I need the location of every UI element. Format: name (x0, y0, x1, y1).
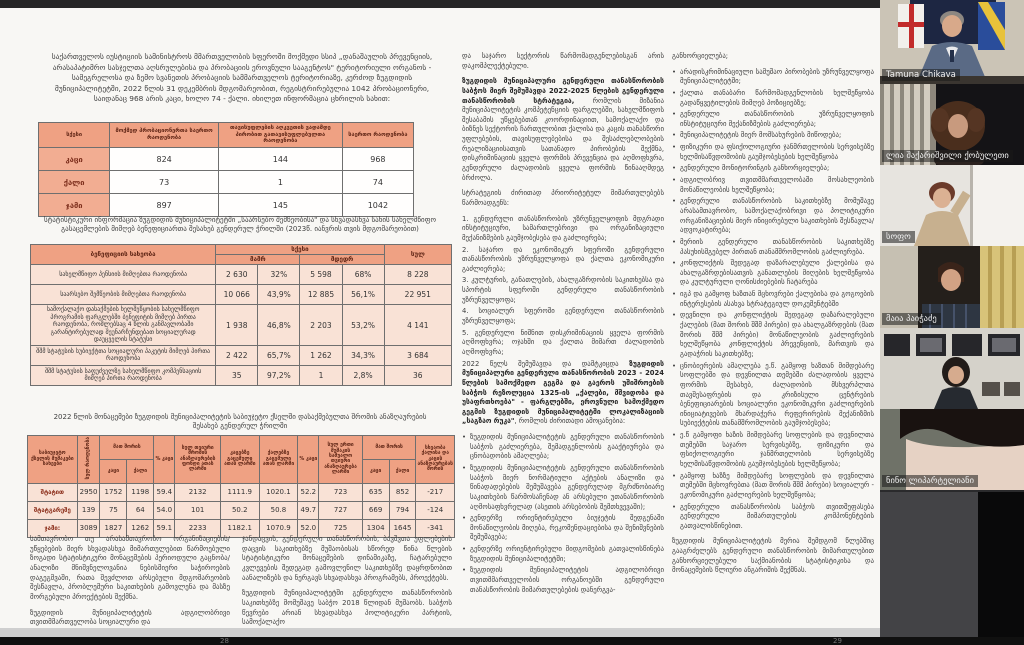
list-item: • არადისკრიმინაციული სამუშაო პირობების უზრუნველყოფა მუნიციპალიტეტში; (672, 68, 874, 87)
right-page-column-1 (462, 52, 664, 632)
paragraph: განხორციელება; (672, 52, 729, 60)
table-cell: შტატგარეშე (28, 501, 78, 519)
table-row (31, 365, 452, 385)
window-bottom-strip (0, 628, 880, 637)
table-cell: 2,8% (342, 365, 384, 385)
list-item: • მუნიციპალიტეტის მიერ მომსახურების მიწოდება; (672, 131, 874, 141)
table-cell: 1 (300, 365, 342, 385)
table-header-cell (77, 436, 100, 484)
table-cell: 1182.1 (220, 519, 259, 537)
table-cell: 36 (384, 365, 451, 385)
list-item: 4. სოციალურ სფეროში გენდერული თანასწორობის უზრუნველყოფა; (462, 307, 664, 326)
list-item: • გენდერული თანასწორობის უზრუნველყოფის ინსტიტუციური მექანიზმების გაძლიერება; (672, 110, 874, 129)
paragraph (462, 77, 664, 183)
table-cell: 35 (216, 365, 258, 385)
vertical-header-text: სულ რაოდენობა (84, 437, 91, 480)
table-cell: 1111.9 (220, 483, 259, 501)
table-cell: შტატით (28, 483, 78, 501)
table-cell: 65,7% (258, 345, 300, 365)
table-cell: 49.7 (298, 501, 319, 519)
table-header-cell: მათ შორის (100, 436, 154, 460)
table-cell: 1752 (100, 483, 127, 501)
table-cell: 1304 (362, 519, 389, 537)
probationers-table (38, 122, 414, 217)
table-cell: 52.2 (298, 483, 319, 501)
table-cell: 1042 (342, 194, 413, 217)
table-header-cell: მათ შორის (362, 436, 416, 460)
participant-name-label: ლია შაქარიშვილი ქობულეთი (882, 150, 1013, 162)
table-cell: 52.0 (298, 519, 319, 537)
table-cell: 968 (342, 148, 413, 171)
salary-table (27, 435, 455, 538)
table-cell: 12 885 (300, 285, 342, 305)
text: 2022 წელს შემუშავდა და დამტკიცდა (462, 359, 630, 368)
table-cell: 50.2 (220, 501, 259, 519)
table-header-row (31, 245, 452, 255)
table-cell: შშმ სტატუსის საფუძველზე სახელმწიფო კომპენსაციის მიმღებ პირთა რაოდენობა (31, 365, 216, 385)
list-item: • ე.წ გამყოფი ხაზის მიმდებარე სოფლების და დევნილთა თემებში საჯარო სერვისებზე, ფიზიკური და ფსიქოლოგიური ჯანმრთელობის სერვისებზე ხელმისაწვდომობის გაუმჯობესების ხელშეწყობა; (672, 431, 874, 470)
table-cell: 59.4 (154, 483, 175, 501)
list-item: • გამყოფ ხაზზე მიმდებარე სოფლების და დევნილთა თემებში მცხოვრებთა (მათ შორის შშმ პირები) სოციალურ - ეკონომიკური გაძლიერების ხელშეწყობა; (672, 472, 874, 501)
table-cell: სამოქალაქო დასაქმების ხელშეწყობის სახელმწიფო პროგრამის ფარგლებში ბენეფიტის მიმღებ პირთა რაოდენობა, რომლებსაც 4 წლის განმავლობაში გარანტირებულად შეუნარჩუნდებათ სოციალურად დაუცველის სტატუსი (31, 305, 216, 346)
paragraph: ზუგდიდის მუნიციპალიტეტის მერია შემდგომ წლებშიც გააგრძელებს გენდერული თანასწორობის მიმართულებით განხორციელებული საქმიანობის სტატისტიკისა და მონაცემების წლიური ანგარიშის შექმნას. (672, 537, 874, 575)
table-header-cell: ქალი (127, 459, 154, 483)
table-cell: 144 (219, 148, 343, 171)
table-cell: 5 598 (300, 265, 342, 285)
numbered-list (462, 215, 664, 358)
table-cell: საარსებო შემწეობის მიმღებთა რაოდენობა (31, 285, 216, 305)
list-item: • ადგილობრივ თვითმმართველობაში მოსახლეობის მონაწილეობის ხელშეწყობა; (672, 176, 874, 195)
list-item: • გენდერზე ორიენტირებული მიდგომების გათვალისწინება ზუგდიდის მუნიციპალიტეტში; (462, 545, 664, 564)
table-cell: 3089 (77, 519, 100, 537)
participant-video-7[interactable] (880, 490, 1024, 637)
table-cell: 139 (77, 501, 100, 519)
paragraph (462, 360, 664, 427)
table-cell: 8 228 (384, 265, 451, 285)
participant-name-label: ნინო ლიპარტელიანი (882, 475, 978, 487)
table-row (31, 305, 452, 346)
table-header-cell: სულ (384, 245, 451, 265)
table-header-cell: სულ თვიური შრომის ანაზღაურების ფონდი ათას ლარში (175, 436, 221, 484)
table-cell: 22 951 (384, 285, 451, 305)
list-item: • კონფლიქტის შედეგად დაზარალებული ქალებისა და ახალგაზრდებისათვის განათლების მიღების ხელშეწყობა და კულტურული ღონისძიებების ჩატარება (672, 259, 874, 288)
table-row (39, 171, 414, 194)
participant-scene-gallery (880, 328, 1024, 409)
table-cell: ჯამი: (28, 519, 78, 537)
table-cell: 32% (258, 265, 300, 285)
table-row (31, 345, 452, 365)
benefits-table (30, 244, 452, 386)
participant-video-1[interactable] (880, 0, 1024, 84)
paragraph: სამთავრობო თუ არასამთავრობო ორგანიზაციების/უწყებების მიერ სხვადასხვა მიმართულებით წარმოებული ზოგადი სტატისტიკური მონაცემების პერიოდული გაცნობა/ანალიზი მნიშვნელოვანია ნებისმიერი საჭიროების დაგეგმვაში, რათა შევძლოთ არსებული მდგომარეობის შესწავლა, პრობლემური საკითხების გამოვლენა და მასზე მორგებული პროექტების შექმნა. (30, 535, 230, 601)
list-item: • გენდერზე ორიენტირებული ბიუჯეტის შედგენაში მონაწილეობის მიღება, რეკომენდაციებისა და შენიშვნების შემუშავება; (462, 514, 664, 543)
table-cell: 669 (362, 501, 389, 519)
list-item: 3. კულტურის, განათლების, ახალგაზრდობის საკითხებსა და სპორტის სფეროში გენდერული თანასწორობის უზრუნველყოფა; (462, 276, 664, 304)
paragraph: და საჯარო სექტორის წარმომადგენლებისგან არის დაკომპლექტებული. (462, 52, 664, 70)
table-cell: 73 (110, 171, 219, 194)
table-cell: 4 141 (384, 305, 451, 346)
table-header-cell: კაცი (362, 459, 389, 483)
table-cell: 1020.1 (259, 483, 298, 501)
table-cell: 145 (219, 194, 343, 217)
table-cell: 53,2% (342, 305, 384, 346)
table-cell: 897 (110, 194, 219, 217)
table-header-cell: ქალი (389, 459, 416, 483)
table-cell: 2 203 (300, 305, 342, 346)
participant-video-3[interactable] (880, 165, 1024, 246)
table-header-row (39, 123, 414, 148)
table-cell: 34,3% (342, 345, 384, 365)
table-cell: 10 066 (216, 285, 258, 305)
table-cell: 2 422 (216, 345, 258, 365)
list-item: • ზუგდიდის მუნიციპალიტეტის ადგილობრივი თვითმმართველობის ორგანოებში გენდერული თანასწორობის მიმართულებების დანერგვა- (462, 566, 664, 595)
left-page-bottom-column-1 (30, 535, 230, 635)
benefits-table-title: სტატისტიკური ინფორმაცია ზუგდიდის მუნიციპალიტეტში „საარსებო შემწეობისა" და სხვადასხვა სახის სახელმწიფო გასაცემლების მიმღებ ბენეფიციართა შესახებ გენდერულ ჭრილში (2023წ. იანვრის თვის მდგომარეობით) (44, 216, 436, 234)
table-cell: 824 (110, 148, 219, 171)
table-header-cell: კაცებზე გაცემული ათას ლარში (220, 436, 259, 484)
table-cell: ჯამი (39, 194, 110, 217)
table-cell: 794 (389, 501, 416, 519)
table-cell: ქალი (39, 171, 110, 194)
participant-name-label: Tamuna Chikava (882, 69, 960, 81)
paragraph: ჯანდაცვის, გენდერული თანასწორობის, ბავშვთა უფლებების დაცვის საკითხებზე მუშაობისას სწორედ წინა წლების სტატისტიკური მონაცემების დინამიკაზე, ჩატარებული კვლევების შედეგად გამოვლენილ საკითხებზე დაყრდნობით აანალიზებს და ნერგავს სხვადასხვა პროგრამებს, პროექტებს. (242, 535, 452, 582)
table-cell: 64 (127, 501, 154, 519)
list-item: • დევნილი და კონფლიქტის შედეგად დაზარალებული ქალების (მათ შორის შშმ პირები) და ახალგაზრდების (მათ შორის შშმ პირები) მონაწილეობის გაძლიერების ხელშეწყობა კონფლიქტის პრევენციის, მართვის და გადაჭრის საკითხებზე; (672, 311, 874, 359)
page-number-right: 29 (833, 637, 842, 645)
table-header-cell: სქესი (216, 245, 384, 255)
table-cell: 101 (175, 501, 221, 519)
table-row (31, 265, 452, 285)
table-header-row (28, 436, 455, 460)
list-item: • ფიზიკური და ფსიქოლოგიური ჯანმრთელობის სერვისებზე ხელმისაწვდომობის გაუმჯობესების ხელშეწყობა (672, 143, 874, 162)
table-row (39, 148, 414, 171)
table-header-cell: მამრ (216, 255, 300, 265)
paragraph: ზუგდიდის მუნიციპალიტეტის ადგილობრივი თვითმმართველობა სოციალური და (30, 608, 230, 627)
bold-text: ზუგდიდის მუნიციპალური გენდერული თანასწორობის 2023 - 2024 წლების სამოქმედო გეგმა და გაეროს უშიშროების საბჭოს რეზოლუცია 1325-ის „ქალები, მშვიდობა და უსაფრთხოება" - ფარგლებში, ეროვნული სამოქმედო გეგმის ზუგდიდის მუნიციპალიტეტში ლოკალიზაციის „საგზაო რუკა" (462, 359, 664, 426)
table-header-cell: კაცი (100, 459, 127, 483)
list-item: • იგპ და გამყოფ ხაზთან მცხოვრები ქალებისა და გოგოების ინტერესების ასახვა სტრატეგიულ დოკუმენტებში (672, 290, 874, 309)
bold-text: ზუგდიდის მუნიციპალური გენდერული თანასწორობის საბჭოს მიერ შემუშავდა 2022-2025 წლების გენდერული თანასწორობის სტრატეგია, (462, 77, 664, 105)
table-cell: სახელმწიფო პენსიის მიმღებთა რაოდენობა (31, 265, 216, 285)
participant-scene-dark (880, 490, 1024, 637)
table-cell: 1 262 (300, 345, 342, 365)
table-cell: 2950 (77, 483, 100, 501)
participant-video-6[interactable] (880, 409, 1024, 490)
table-cell: კაცი (39, 148, 110, 171)
list-item: 5. გენდერული ნიშნით დისკრიმინაციის ყველა ფორმის აღმოფხვრა; ოჯახში და ქალთა მიმართ ძალადობის აღმოფხვრა; (462, 328, 664, 356)
list-item: • ზუგდიდის მუნიციპალიტეტის გენდერული თანასწორობის საბჭოს გაძლიერება, შემადგენლობის გააქტიურება და ცნობადობის ამაღლება; (462, 433, 664, 462)
table-header-cell: საბიუჯეტო ქსელის მუშაკები სახეები (28, 436, 78, 484)
table-cell: 727 (319, 501, 362, 519)
paragraph: სტრატეგიის ძირითად პრიორიტეტულ მიმართულებებს წარმოადგენს: (462, 189, 664, 207)
list-item: 2. საჯარო და ეკონომიკურ სფეროში გენდერული თანასწორობის უზრუნველყოფა და ქალთა ეკონომიკური გაძლიერება; (462, 245, 664, 273)
list-item: • მერიის გენდერული თანასწორობის საკითხებზე პასუხისმგებელ პირთან თანამშრომლობის გაძლიერება. (672, 238, 874, 257)
list-item: • გენდერული თანასწორობის საბჭოს თვითშეფასება გენდერული მიმართულების კომპონენტების გათვალისწინებით. (672, 503, 874, 532)
table-cell: 46,8% (258, 305, 300, 346)
bullet-list (462, 433, 664, 595)
list-item: • ქალთა თანაბარი წარმომადგენლობის ხელშეწყობა გადაწყვეტილების მიმღებ პოზიციებზე; (672, 89, 874, 108)
table-cell: -217 (416, 483, 455, 501)
table-cell: 1198 (127, 483, 154, 501)
table-cell: 43,9% (258, 285, 300, 305)
table-cell: 68% (342, 265, 384, 285)
table-header-cell: % კაცი (154, 436, 175, 484)
paragraph: ზუგდიდის მუნიციპალიტეტში გენდერული თანასწორობის საკითხებზე მომუშავე საბჭო 2018 წლიდან მუშაობს. საბჭოს წევრები არიან სხვადასხვა პოლიტიკური პარტიის, სამოქალაქო (242, 589, 452, 627)
list-item: • ცნობიერების ამაღლება ე.წ. გამყოფ ხაზთან მიმდებარე სოფლებში და დევნილთა თემებში ძალადობის ყველა ფორმის შესახებ, ძალადობის მსხვერპლთა თავშესაფრების და კრიზისული ცენტრების ბენეფიციარების სოციალური ეკონომიკური გაძლიერების ინიციატივების მხარდაჭერა რეფერირების მექანიზმის სუბიექტების თანამშრომლობის გაუმჯობესება; (672, 362, 874, 429)
table-cell: 2132 (175, 483, 221, 501)
table-row (28, 501, 455, 519)
text: , რომლის ძირითადი ამოცანებია: (514, 417, 626, 426)
table-cell: 75 (100, 501, 127, 519)
participant-video-5[interactable] (880, 328, 1024, 409)
table-cell: -124 (416, 501, 455, 519)
page-number-left: 28 (220, 637, 229, 645)
table-cell: 97,2% (258, 365, 300, 385)
table-header-cell: მდედრ (300, 255, 384, 265)
table-cell: 74 (342, 171, 413, 194)
table-cell: 3 684 (384, 345, 451, 365)
table-cell: 56,1% (342, 285, 384, 305)
document-page-spread (0, 8, 880, 645)
table-cell: 852 (389, 483, 416, 501)
bullet-list (672, 68, 874, 532)
table-row (31, 285, 452, 305)
table-cell: 635 (362, 483, 389, 501)
list-item: • გენდერული თანასწორობის საკითხებზე მომუშავე არასამთავრობო, სამოქალაქობრივი და პოლიტიკური ორგანიზაციების მიერ ინიცირებული საკითხების შესწავლა/ადვოკატირება; (672, 197, 874, 236)
participant-video-4[interactable] (880, 246, 1024, 328)
table-cell: 1645 (389, 519, 416, 537)
participant-name-label: სოფო (882, 231, 915, 243)
table-row (39, 194, 414, 217)
table-header-cell: სქესი (39, 123, 110, 148)
text: რომლის მიზანია მუნიციპალიტეტის კომპეტენციის ფარგლებში, სახელმწიფოს შესაბამის უწყებებთან კოორდინაციით, სამოქალაქო და ბიზნეს სექტორის ჩართულობით ქალისა და კაცის თანასწორი უფლებების, თავისუფლებებისა და შესაძლებლობების რეალიზაციისათვის სათანადო პირობების შექმნა, დისკრიმინაციის ყველა ფორმის პრევენცია და აღმოფხვრა, გენდერული ძალადობის ყველა ფორმის წინააღმდეგ ბრძოლა. (462, 96, 664, 182)
table-header-cell: მოქმედ პრობაციონერთა საერთო რაოდენობა (110, 123, 219, 148)
table-header-cell: ქალებზე გაცემული ათას ლარში (259, 436, 298, 484)
table-cell: 1827 (100, 519, 127, 537)
table-cell: -341 (416, 519, 455, 537)
table-cell: 59.1 (154, 519, 175, 537)
table-header-cell: % კაცი (298, 436, 319, 484)
list-item: 1. გენდერული თანასწორობის უზრუნველყოფის მდგრადი ინსტიტუციური, სამართლებრივი და ორგანიზაციული მექანიზმების გაუმჯობესება და გაძლიერება; (462, 214, 664, 242)
participant-video-2[interactable] (880, 84, 1024, 165)
list-item: • ზუგდიდის მუნიციპალიტეტის გენდერული თანასწორობის საბჭოს მიერ ნორმატიული აქტების ანალიზი და წინადადებების შემუშავება გენდერულად მგრძნობიარე საკითხების წარმოსაჩენად ან არსებული უთანასწორობის აღმოსაფხვრელად (ასეთის არსებობის შემთხვევაში); (462, 464, 664, 512)
table-header-cell: საერთო რაოდენობა (342, 123, 413, 148)
list-item: • გენდერული მონიტორინგის განხორციელება; (672, 164, 874, 174)
table-cell: 2 630 (216, 265, 258, 285)
table-cell: 1070.9 (259, 519, 298, 537)
table-cell: 50.8 (259, 501, 298, 519)
table-cell: 2233 (175, 519, 221, 537)
table-cell: 1262 (127, 519, 154, 537)
table-cell: 1 938 (216, 305, 258, 346)
table-cell: შშმ სტატუსის სუბიექტთა სოციალური პაკეტის მიმღებ პირთა რაოდენობა (31, 345, 216, 365)
table-cell: 1 (219, 171, 343, 194)
right-page-column-2 (672, 52, 874, 632)
table-row (28, 483, 455, 501)
table-header-cell: თავისუფლების აღკვეთის ვადამდე პირობით გათავისუფლებულთა რაოდენობა (219, 123, 343, 148)
table-cell: 723 (319, 483, 362, 501)
table-header-cell: სულ ერთი მუშაკის საშუალო თვიური ანაზღაურება ლარში (319, 436, 362, 484)
participants-strip (880, 0, 1024, 637)
left-page-bottom-column-2 (242, 535, 452, 635)
table-cell: 54.0 (154, 501, 175, 519)
table-header-cell: ბენეფიციის სახეობა (31, 245, 216, 265)
table-header-cell: სხვაობა ქალისა და კაცის ანაზღაურებას შორის (416, 436, 455, 484)
salary-table-title: 2022 წლის მონაცემები ზუგდიდის მუნიციპალიტეტის საბიუჯეტო ქსელში დასაქმებულთა შრომის ანაზღაურების შესახებ გენდერულ ჭრილში (53, 413, 427, 431)
table-cell: 725 (319, 519, 362, 537)
participant-name-label: მაია პაიჭაძე (882, 313, 941, 325)
intro-paragraph: საქართველოს იუსტიციის სამინისტროს მმართველობის სფეროში მოქმედი სსიპ „დანაშაულის პრევენციის, არასაპატიმრო სასჯელთა აღსრულებისა და პრობაციის ეროვნული სააგენტოს" ტერიტორიული ორგანოს - სამეგრელოსა და ზემო სვანეთის პრობაციის სამმართველოს ტერიტორიაზე, კერძოდ ზუგდიდის მუნიციპალიტეტში, 2022 წლის 31 დეკემბრის მდგომარეობით, რეგისტრირებულია 1042 პრობაციონერი, საიდანაც 968 არის კაცი, ხოლო 74 - ქალი. იხილეთ ინფორმაცია ცხრილის სახით: (51, 52, 433, 104)
